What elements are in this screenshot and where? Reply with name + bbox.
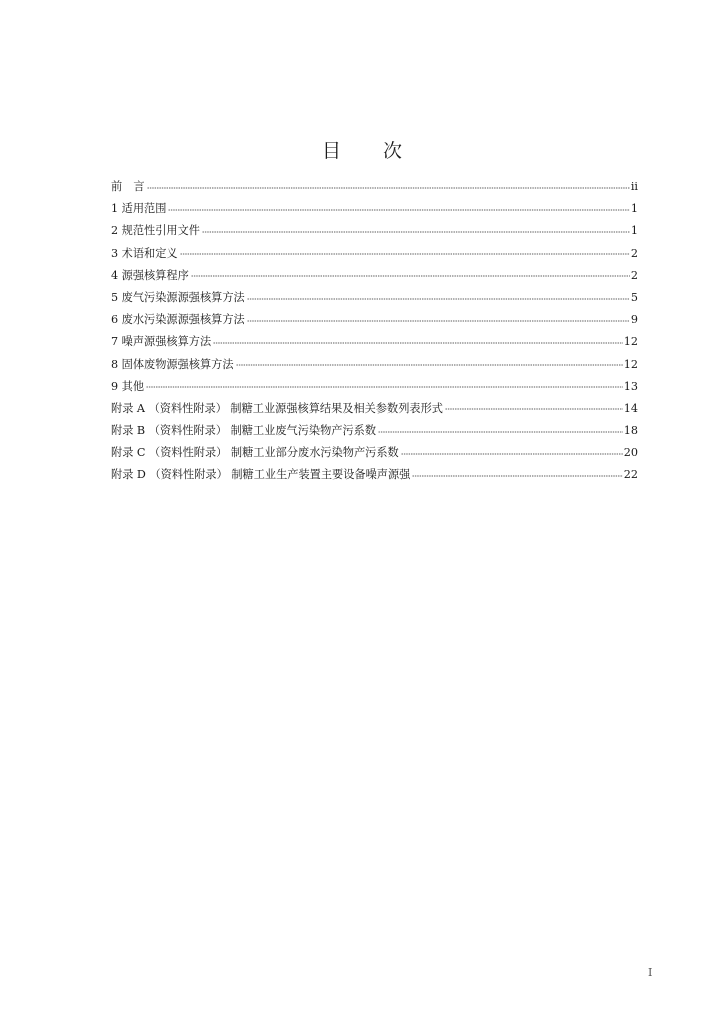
toc-leader-dots [236,357,623,367]
toc-leader-dots [378,423,623,433]
toc-entry-3[interactable] [111,245,638,267]
toc-entry-label: 2 规范性引用文件 [111,224,200,238]
toc-leader-dots [202,223,630,233]
toc-leader-dots [445,401,623,411]
toc-entry-appendix-d[interactable] [111,466,638,488]
toc-entry-label: 3 术语和定义 [111,246,178,260]
table-of-contents [111,178,638,489]
toc-entry-label: 4 源强核算程序 [111,268,189,282]
toc-entry-label: 8 固体废物源强核算方法 [111,357,234,371]
toc-page-number: 5 [630,290,638,304]
toc-page-number: 12 [623,357,638,371]
toc-entry-8[interactable] [111,356,638,378]
toc-entry-label: 附录 A （资料性附录） 制糖工业源强核算结果及相关参数列表形式 [111,401,443,415]
toc-page-number: 20 [623,446,638,460]
toc-entry-label: 附录 D （资料性附录） 制糖工业生产装置主要设备噪声源强 [111,468,411,482]
toc-entry-9[interactable] [111,378,638,400]
toc-page-number: 14 [623,401,638,415]
toc-page-number: 1 [630,224,638,238]
toc-leader-dots [213,334,623,344]
toc-entry-foreword[interactable] [111,178,638,200]
toc-leader-dots [147,179,630,189]
toc-entry-5[interactable] [111,289,638,311]
toc-entry-label: 9 其他 [111,379,145,393]
toc-entry-label: 附录 C （资料性附录） 制糖工业部分废水污染物产污系数 [111,446,399,460]
toc-leader-dots [180,246,630,256]
toc-entry-4[interactable] [111,267,638,289]
toc-entry-label: 前 言 [111,180,145,193]
toc-page-number: 9 [630,313,638,327]
toc-page-number: 2 [630,268,638,282]
toc-page-number: ii [630,180,638,193]
toc-entry-label: 1 适用范围 [111,202,167,216]
toc-leader-dots [401,445,623,455]
toc-entry-7[interactable] [111,333,638,355]
page-number: I [648,966,653,979]
toc-leader-dots [168,201,629,211]
toc-leader-dots [247,312,630,322]
toc-entry-label: 5 废气污染源源强核算方法 [111,290,245,304]
toc-page-number: 13 [623,379,638,393]
toc-page-number: 1 [630,202,638,216]
toc-entry-label: 7 噪声源强核算方法 [111,335,212,349]
toc-page-number: 12 [623,335,638,349]
toc-entry-1[interactable] [111,200,638,222]
toc-entry-label: 附录 B （资料性附录） 制糖工业废气污染物产污系数 [111,424,377,438]
toc-page-number: 18 [623,424,638,438]
toc-leader-dots [412,467,622,477]
toc-leader-dots [247,290,630,300]
toc-entry-6[interactable] [111,311,638,333]
toc-leader-dots [146,379,623,389]
toc-entry-appendix-c[interactable] [111,444,638,466]
toc-entry-label: 6 废水污染源源强核算方法 [111,313,245,327]
toc-entry-appendix-b[interactable] [111,422,638,444]
toc-page-number: 2 [630,246,638,260]
toc-entry-2[interactable] [111,222,638,244]
toc-page-number: 22 [623,468,638,482]
toc-leader-dots [191,268,630,278]
toc-entry-appendix-a[interactable] [111,400,638,422]
page-title: 目 次 [321,140,421,162]
